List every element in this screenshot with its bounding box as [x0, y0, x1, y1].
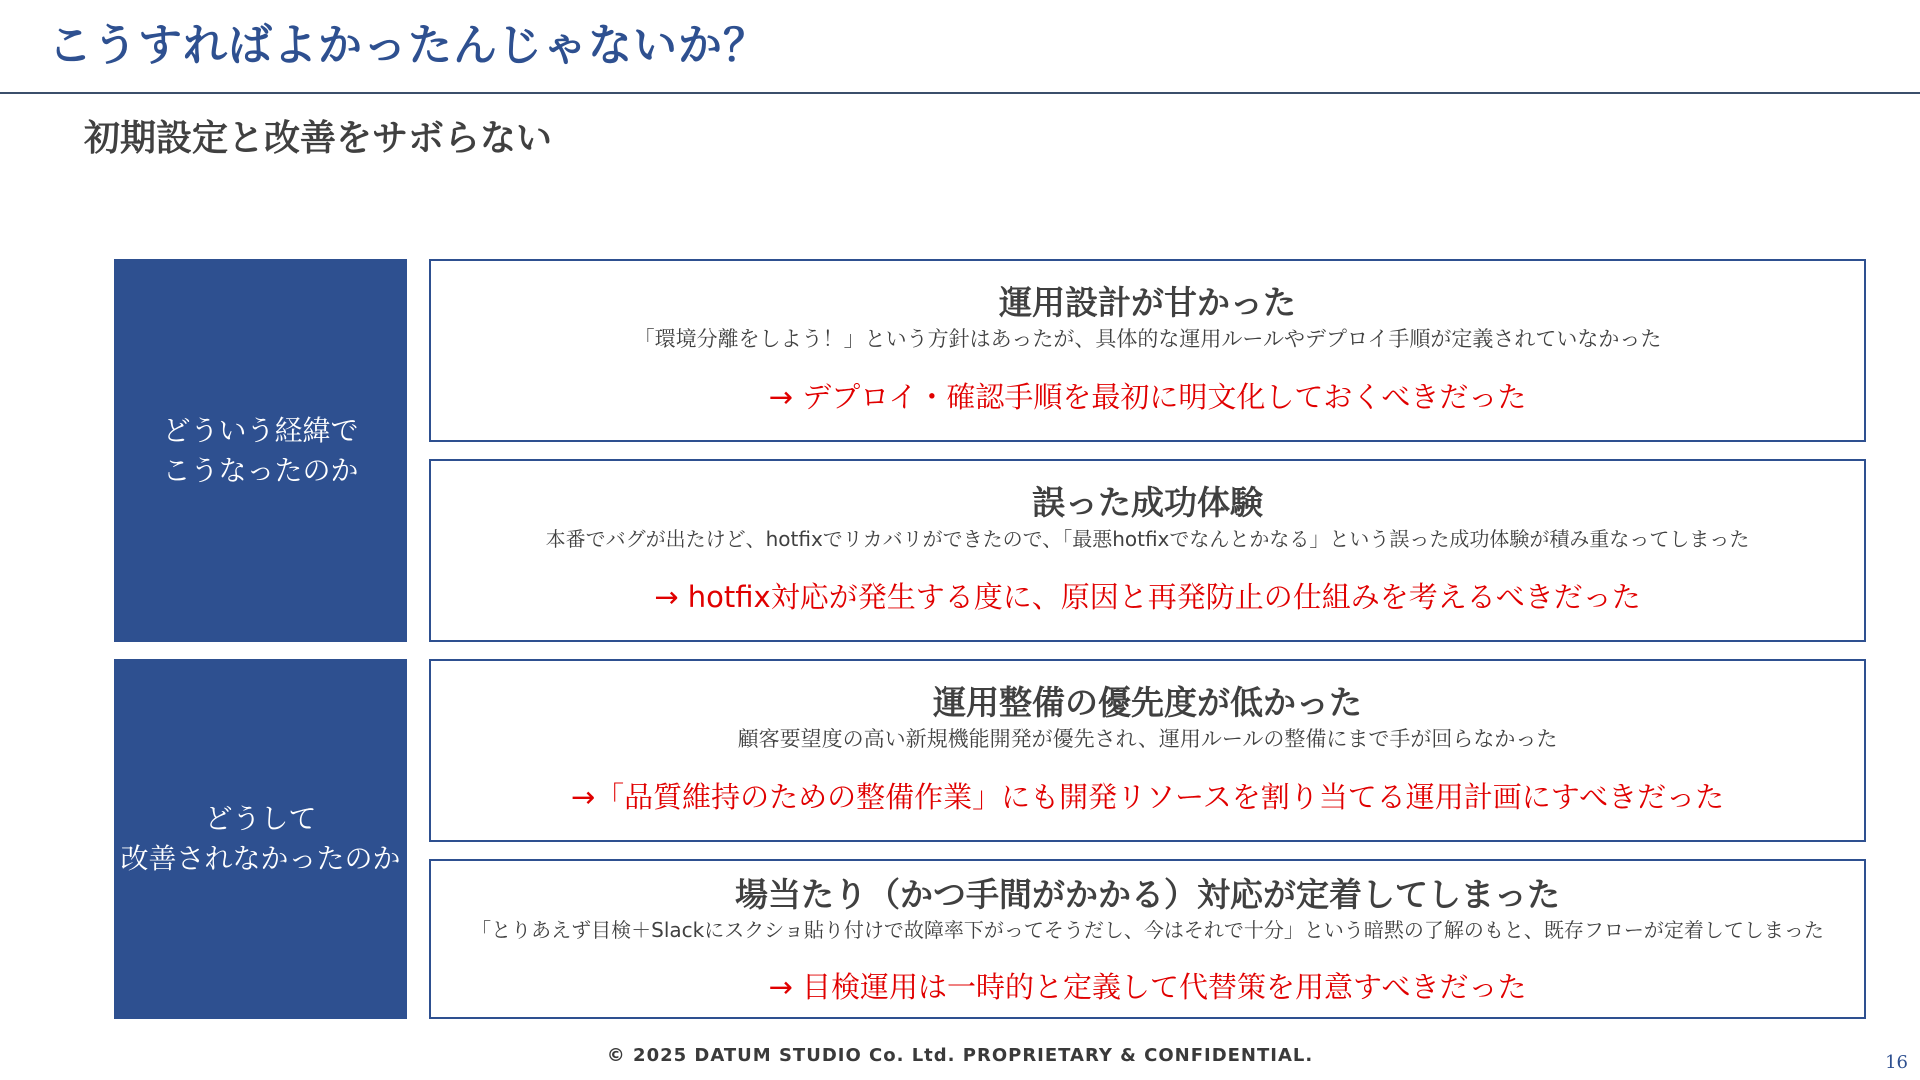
card-heading: 誤った成功体験 [1032, 483, 1263, 522]
category-box-background [114, 259, 407, 642]
card-description: 「環境分離をしよう！」という方針はあったが、具体的な運用ルールやデプロイ手順が定義されていなかった [633, 327, 1662, 351]
card-lesson: → デプロイ・確認手順を最初に明文化しておくべきだった [768, 380, 1527, 414]
finding-card-low-priority [429, 659, 1866, 842]
card-description: 本番でバグが出たけど、hotfixでリカバリができたので、「最悪hotfixでなんとかなる」という誤った成功体験が積み重なってしまった [545, 527, 1750, 551]
card-lesson: → hotfix対応が発生する度に、原因と再発防止の仕組みを考えるべきだった [654, 580, 1641, 614]
finding-card-adhoc-handling [429, 859, 1866, 1019]
card-description: 顧客要望度の高い新規機能開発が優先され、運用ルールの整備にまで手が回らなかった [737, 727, 1558, 751]
title-divider [0, 92, 1920, 94]
section-subtitle: 初期設定と改善をサボらない [84, 118, 553, 159]
category-label: どうして 改善されなかったのか [120, 802, 401, 875]
page-number: 16 [1885, 1052, 1908, 1073]
card-lesson: → 目検運用は一時的と定義して代替策を用意すべきだった [768, 970, 1527, 1004]
finding-card-false-success [429, 459, 1866, 642]
card-heading: 場当たり（かつ手間がかかる）対応が定着してしまった [735, 875, 1560, 914]
copyright-footer: © 2025 DATUM STUDIO Co. Ltd. PROPRIETARY & CONFIDENTIAL. [606, 1045, 1314, 1066]
category-label: どういう経緯で こうなったのか [162, 413, 359, 487]
card-lesson: →「品質維持のための整備作業」にも開発リソースを割り当てる運用計画にすべきだった [570, 780, 1725, 814]
card-heading: 運用整備の優先度が低かった [933, 683, 1362, 722]
category-box-reason [114, 659, 407, 1019]
card-heading: 運用設計が甘かった [999, 283, 1296, 322]
page-title: こうすればよかったんじゃないか？ [48, 20, 768, 71]
finding-card-operation-design [429, 259, 1866, 442]
card-description: 「とりあえず目検＋Slackにスクショ貼り付けで故障率下がってそうだし、今はそれで十分」という暗黙の了解のもと、既存フローが定着してしまった [471, 918, 1824, 942]
